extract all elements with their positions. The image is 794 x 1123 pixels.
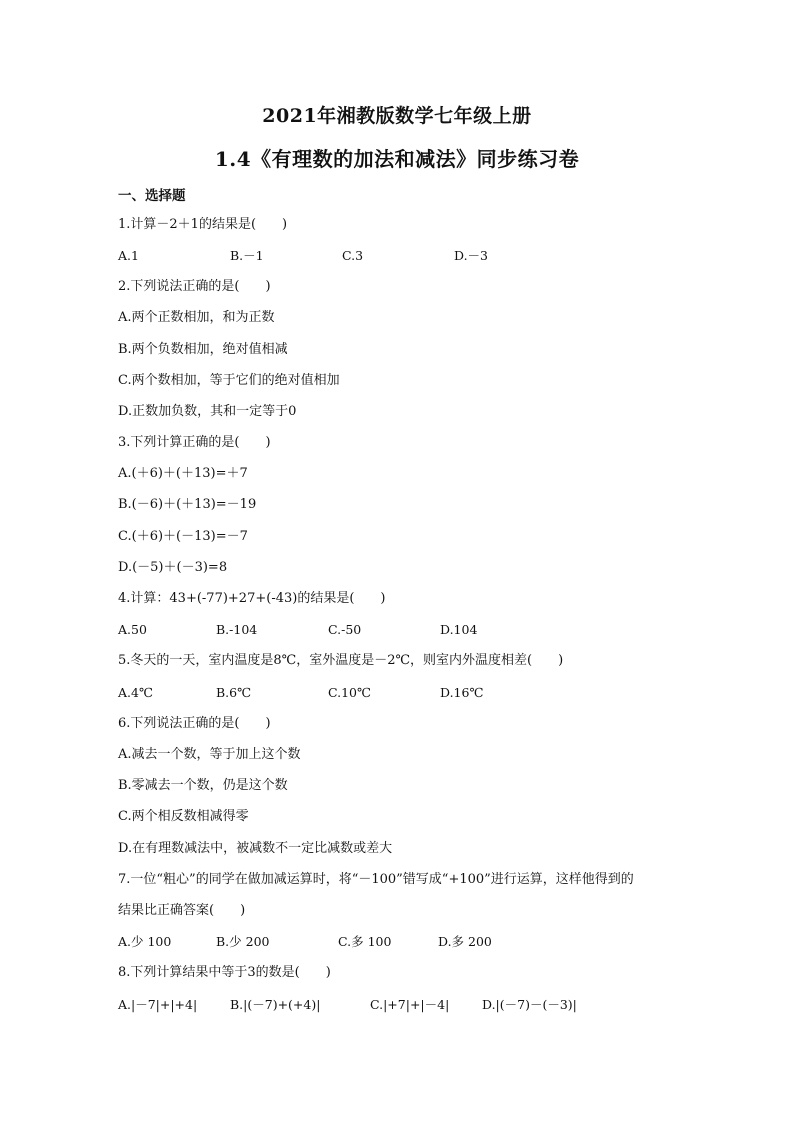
- option-b: B.|(－7)+(+4)|: [230, 997, 321, 1012]
- option-b: B.少 200: [216, 934, 270, 949]
- question-5: 5.冬天的一天，室内温度是8℃，室外温度是－2℃，则室内外温度相差( ): [118, 653, 564, 668]
- question-6: 6.下列说法正确的是( ): [118, 716, 271, 731]
- question-2-option-b: B.两个负数相加，绝对值相减: [118, 342, 288, 357]
- question-4-options: [118, 621, 678, 639]
- question-6-option-c: C.两个相反数相减得零: [118, 809, 249, 824]
- section-heading: 一、选择题: [118, 188, 186, 204]
- question-3: 3.下列计算正确的是( ): [118, 435, 271, 450]
- question-7-line-1: 7.一位“粗心”的同学在做加减运算时，将“－100”错写成“+100”进行运算，这样他得到的: [118, 872, 634, 887]
- option-c: C.3: [342, 248, 364, 263]
- option-a: A.50: [118, 622, 147, 637]
- option-d: D.16℃: [440, 685, 484, 700]
- option-c: C.-50: [328, 622, 362, 637]
- question-3-option-c: C.(＋6)＋(－13)=－7: [118, 529, 248, 544]
- question-8-options: [118, 996, 678, 1014]
- question-5-options: [118, 684, 678, 702]
- document-subtitle: 1.4《有理数的加法和减法》同步练习卷: [214, 147, 580, 171]
- option-d: D.104: [440, 622, 478, 637]
- option-d: D.|(－7)－(－3)|: [482, 997, 577, 1012]
- question-1: 1.计算－2＋1的结果是( ): [118, 217, 288, 232]
- option-c: C.10℃: [328, 685, 371, 700]
- question-2: 2.下列说法正确的是( ): [118, 279, 271, 294]
- question-3-option-b: B.(－6)＋(＋13)=－19: [118, 497, 257, 512]
- option-c: C.|+7|+|－4|: [370, 997, 450, 1012]
- question-6-option-b: B.零减去一个数，仍是这个数: [118, 778, 288, 793]
- question-3-option-a: A.(＋6)＋(＋13)=＋7: [118, 466, 248, 481]
- question-2-option-a: A.两个正数相加，和为正数: [118, 310, 275, 325]
- option-d: D.－3: [454, 248, 489, 263]
- document-title: 2021年湘教版数学七年级上册: [262, 105, 532, 127]
- question-1-options: [118, 247, 678, 265]
- option-a: A.|－7|+|+4|: [118, 997, 198, 1012]
- question-4: 4.计算：43+(-77)+27+(-43)的结果是( ): [118, 591, 386, 606]
- option-a: A.少 100: [118, 934, 172, 949]
- option-a: A.4℃: [118, 685, 153, 700]
- question-7-options: [118, 933, 678, 951]
- option-b: B.-104: [216, 622, 258, 637]
- option-c: C.多 100: [338, 934, 392, 949]
- question-3-option-d: D.(－5)＋(－3)=8: [118, 560, 228, 575]
- question-2-option-c: C.两个数相加，等于它们的绝对值相加: [118, 373, 340, 388]
- question-7-line-2: 结果比正确答案( ): [118, 903, 246, 918]
- option-a: A.1: [118, 248, 139, 263]
- option-d: D.多 200: [438, 934, 492, 949]
- option-b: B.－1: [230, 248, 264, 263]
- question-8: 8.下列计算结果中等于3的数是( ): [118, 965, 331, 980]
- question-2-option-d: D.正数加负数，其和一定等于0: [118, 404, 297, 419]
- option-b: B.6℃: [216, 685, 252, 700]
- question-6-option-a: A.减去一个数，等于加上这个数: [118, 747, 301, 762]
- question-6-option-d: D.在有理数减法中，被减数不一定比减数或差大: [118, 841, 393, 856]
